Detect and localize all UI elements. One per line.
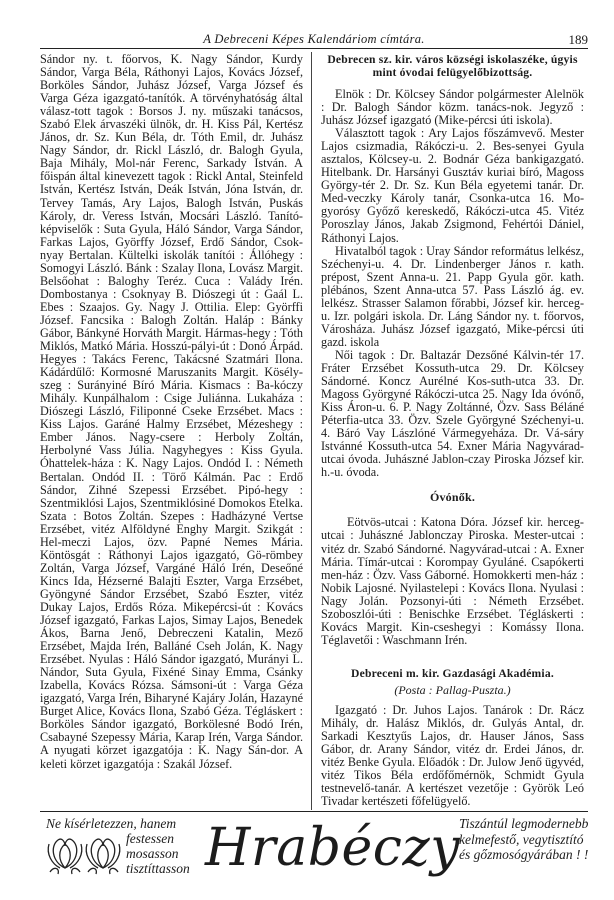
school-board-officers: Elnök : Dr. Kölcsey Sándor polgármester Alelnök : Dr. Balogh Sándor közm. tanács-nok. Jegyző : Juhász József igazgató (Mike-pércsi úti iskola).	[321, 87, 584, 128]
hrabeczy-advertisement	[40, 814, 600, 894]
column-divider	[311, 52, 312, 810]
ad-slogan-line: Tiszántúl legmodernebb	[459, 816, 589, 831]
advertisement-rule	[40, 811, 588, 812]
ad-slogan-line: kelmefestő, vegytisztító	[459, 831, 584, 847]
section-title-agricultural-academy: Debreceni m. kir. Gazdasági Akadémia.	[351, 666, 554, 680]
ad-slogan-line: és gőzmosógyárában ! !	[459, 847, 589, 862]
ad-slogan-line: festessen	[126, 831, 174, 846]
ad-slogan-line: tisztíttasson	[126, 861, 190, 876]
school-board-female-members: Női tagok : Dr. Baltazár Dezsőné Kálvin-tér 17. Fráter Erzsébet Kossuth-utca 29. Dr. Kölcsey Sándorné. Koncz Aurélné Kos-suth-utca 33. Dr. Magoss Györgyné Rákóczi-utca 25. Nagy Ida óvónő, Kiss Áron-u. 6. P. Nagy Zoltánné, Özv. Sass Béláné Péterfia-utca 33. Özv. Szele Györgyné Széchenyi-u. 4. Báró Vay Lászlóné Vármegyeháza. Dr. Vá-sáry Istvánné Kossuth-utca 54. Exner Mária Nagyvárad-utcai óvoda. Juhászné Jablon-czay Piroska József kir. h.-u. óvoda.	[321, 347, 584, 480]
running-title: A Debreceni Képes Kalendáriom címtára.	[203, 32, 425, 46]
ad-slogan-right	[459, 816, 614, 863]
left-column	[40, 53, 303, 771]
academy-postal-address: (Posta : Pallag-Puszta.)	[394, 682, 511, 697]
academy-staff-list: Igazgató : Dr. Juhos Lajos. Tanárok : Dr. Rácz Mihály, dr. Halász Miklós, dr. Gulyás Antal, dr. Sarkadi Kesztyűs Lajos, dr. Hauser János, Sass Gábor, dr. Arany Sándor, vitéz dr. Erdei János, dr. vitéz Benke Gyula. Előadók : Dr. Julow Jenő ügyvéd, vitéz Tikos Béla erdőfőmérnök, Schmidt Gyula testnevelő-tanár. A kertészet vezetője : Györök Leó Tivadar kertészeti főfelügyelő.	[321, 702, 584, 809]
school-board-elected-members: Választott tagok : Ary Lajos főszámvevő. Mester Lajos csizmadia, Rákóczi-u. 2. Bes-senyei Gyula asztalos, Kölcsey-u. 2. Bodnár Géza bankigazgató. Hitelbank. Dr. Harsányi Gusztáv kuriai bíró, Magoss György-tér 2. Dr. Sz. Kun Béla egyetemi tanár. Dr. Med-veczky Károly tanár, Csonka-utca 16. Mo-gyorósy Győző kereskedő, Rákóczi-utca 45. Vitéz Poroszlay János, Jakab Zsigmond, Fehértói Dániel, Ráthonyi Lajos.	[321, 126, 584, 245]
ad-brand-name: Hrabéczy	[205, 818, 461, 878]
right-column	[321, 53, 584, 808]
section-title-kindergarten-teachers: Óvónők.	[429, 490, 476, 505]
ad-slogan-line: Ne kísérletezzen, hanem	[46, 816, 177, 831]
kindergarten-teachers-list: Eötvös-utcai : Katona Dóra. József kir. herceg-utcai : Juhászné Jablonczay Piroska. Mester-utcai : vitéz dr. Szabó Sándorné. Nagyvárad-utcai : A. Exner Mária. Tímár-utcai : Korompay Gyuláné. Csapókerti men-ház : Özv. Vass Gáborné. Homokkerti men-ház : Nobik Lajosné. Nyilastelepi : Kovács Ilona. Nyulasi : Nagy Jolán. Pozsonyi-úti : Németh Erzsébet. Szoboszlói-úti : Benischke Erzsébet. Tégláskerti : Kovács Margit. Kin-cseshegyi : Komássy Ilona. Téglavetői : Waschmann Irén.	[321, 515, 584, 647]
floral-ornament-icon	[46, 832, 122, 876]
section-title-school-board: Debrecen sz. kir. város községi iskolaszéke, úgyis mint óvodai felügyelőbizottság.	[327, 53, 578, 79]
page-number: 189	[568, 32, 588, 47]
ad-slogan-line: mosasson	[126, 846, 179, 861]
left-column-paragraph: Sándor ny. t. főorvos, K. Nagy Sándor, Kurdy Sándor, Varga Béla, Ráthonyi Lajos, Kovács József, Borköles Sándor, Juhász József, Varga József és Varga Géza igazgató-tanítók. A törvényhatóság által válasz-tott tagok : Borsos J. ny. műszaki tanácsos, Szabó Elek árvaszéki ülnök, dr. H. Kiss Pál, Kertész János, dr. Sz. Kun Béla, dr. Tóth Emil, dr. Juhász Nagy Sándor, dr. Rickl László, dr. Balogh Gyula, Baja Mihály, Mol-nár Ferenc, Sarkady István. A főispán által kinevezett tagok : Rickl Antal, Steinfeld István, Kertész István, Deák István, Jóna István, dr. Tervey Tamás, Ary Lajos, Balogh István, Puskás Károly, dr. Veress István, Mocsári László. Tanító-képviselők : Suta Gyula, Háló Sándor, Varga Sándor, Farkas Lajos, Györffy József, Erdő Sándor, Csok-nyay Bertalan. Kültelki iskolák tanítói : Állóhegy : Somogyi László. Bánk : Szalay Ilona, Lovász Margit. Belsőohat : Baloghy Teréz. Cuca : Valády Irén. Dombostanya : Csoknyay B. Diószegi út : Gaál L. Ebes : Szaajos. Gy. Nagy J. Ottilia. Elep: Györffi József. Fancsika : Balogh Zoltán. Haláp : Bánky Gábor, Bánkyné Horváth Margit. Hármas-hegy : Tóth Miklós, Matkó Mária. Hosszú-pályi-út : Donó Árpád. Hegyes : Takács Ferenc, Takácsné Szatmári Ilona. Kádárdűlő: Kormosné Maruszanits Margit. Kösély-szeg : Surányiné Bíró Mária. Kismacs : Ba-kóczy Mihály. Kunpálhalom : Csige Juliánna. Lukaháza : Diószegi László, Filiponné Cseke Erzsébet. Macs : Kiss Lajos. Garáné Halmy Erzsébet, Mézeshegy : Ember János. Nagy-csere : Herboly Zoltán, Herbolyné Vass Júlia. Nagyhegyes : Kiss Gyula. Óhattelek-háza : K. Nagy Lajos. Ondód I. : Németh Bertalan. Ondód II. : Törő Kálmán. Pac : Erdő Sándor, Zihné Szepessi Erzsébet. Pipó-hegy : Szentmiklósi Lajos, Szentmiklósiné Domokos Etelka. Szata : Botos Zoltán. Szepes : Hadházyné Vertse Erzsébet, vitéz Alföldyné Enghy Margit. Szikgát : Hel-meczi Lajos, özv. Papné Nemes Mária. Köntösgát : Ráthonyi Lajos igazgató, Gö-römbey Zoltán, Varga József, Vargáné Háló Irén, Deseőné Kincs Ida, Hézserné Balajti Eszter, Varga Erzsébet, Gyöngyné Sándor Erzsébet, Szabó Eszter, vitéz Dukay Lajos, Erdős Róza. Mikepércsi-út : Kovács József igazgató, Farkas Lajos, Simay Lajos, Benedek Ákos, Barna Jenő, Debreczeni Katalin, Mező Erzsébet, Majda Irén, Balláné Cseh Jolán, K. Nagy Erzsébet. Nyulas : Háló Sándor igazgató, Murányi L. Nándor, Suta Gyula, Fixéné Sinay Emma, Csánky Izabella, Kovács Rózsa. Sámsoni-út : Varga Géza igazgató, Varga Irén, Biharyné Kajáry Jolán, Hazayné Burget Alice, Kovács Ilona, Szabó Géza. Tégláskert : Borköles Sándor igazgató, Borkölesné Bodó Irén, Csabayné Szepessy Mária, Karap Irén, Varga Sándor. A nyugati körzet igazgatója : K. Nagy Sán-dor. A keleti körzet igazgatója : Szakál József.	[40, 52, 303, 771]
running-head	[40, 24, 588, 47]
header-rule	[40, 48, 588, 49]
school-board-ex-officio-members: Hivatalból tagok : Uray Sándor református lelkész, Széchenyi-u. 4. Dr. Lindenberger János r. kath. prépost, Szent Anna-u. 21. Papp Gyula gör. kath. plébános, Szent Anna-utca 57. Pass László ág. ev. lelkész. Strasser Salamon főrabbi, József kir. herceg-u. Izr. polgári iskola. Dr. Láng Sándor ny. t. főorvos, Városháza. Juhász József igazgató, Mike-pércsi úti gazd. iskola	[321, 243, 584, 349]
